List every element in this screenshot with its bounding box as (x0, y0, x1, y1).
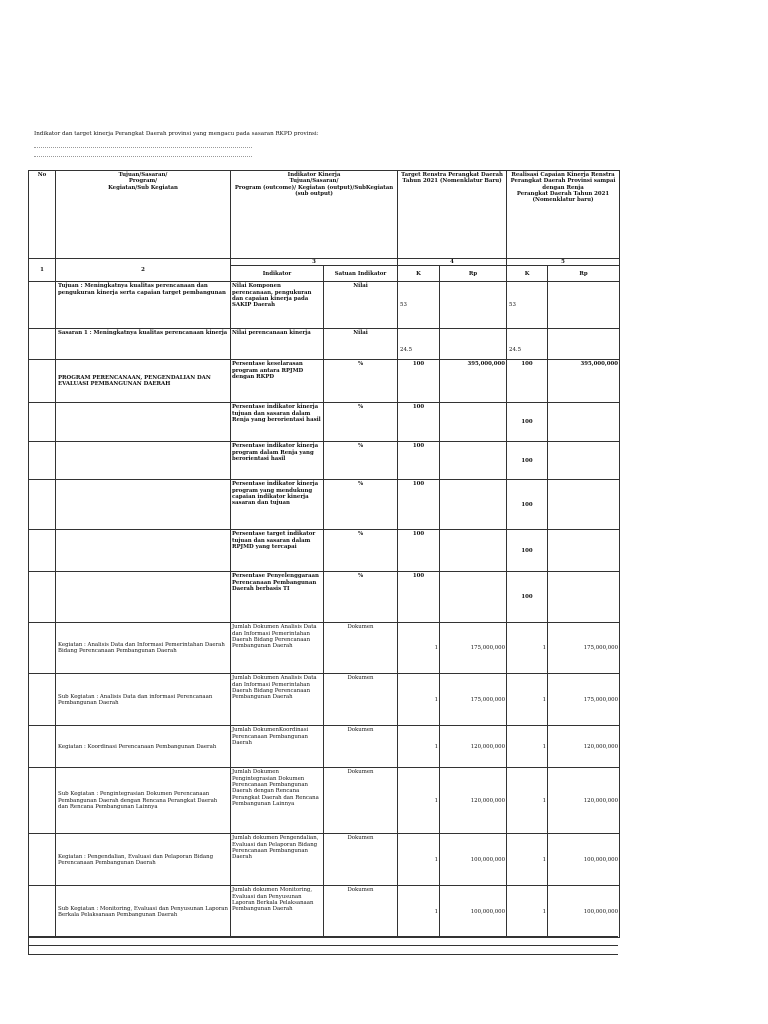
row-no-cell (29, 360, 56, 403)
table-footer-border (28, 936, 29, 954)
row-rp-target (440, 282, 507, 329)
row-no-cell (29, 834, 56, 886)
table-row (29, 442, 620, 480)
row-rp-realisasi: 100,000,000 (548, 834, 620, 886)
col-num-2: 2 (56, 259, 231, 282)
row-k-realisasi: 100 (507, 480, 548, 530)
row-tujuan (56, 480, 231, 530)
row-indikator: Persentase keselarasan program antara RPJMD dengan RKPD (231, 360, 324, 403)
row-no-cell (29, 530, 56, 572)
row-tujuan (56, 442, 231, 480)
row-k-realisasi: 53 (507, 282, 548, 329)
col-num-1: 1 (29, 259, 56, 282)
row-tujuan: Tujuan : Meningkatnya kualitas perencanaan dan pengukuran kinerja serta capaian target pembangunan (56, 282, 231, 329)
row-rp-target (440, 480, 507, 530)
header-realisasi: Realisasi Capaian Kinerja Renstra Perangkat Daerah Provinsi sampai dengan Renja Perangkat Daerah Tahun 2021 (Nomenklatur baru) (507, 171, 620, 259)
table-row (29, 480, 620, 530)
row-indikator: Persentase indikator kinerja program yang mendukung capaian indikator kinerja sasaran dan tujuan (231, 480, 324, 530)
row-satuan: Dokumen (324, 834, 398, 886)
row-indikator: Jumlah dokumen Monitoring, Evaluasi dan Penyusunan Laporan Berkala Pelaksanaan Pembangunan Daerah (231, 886, 324, 938)
row-indikator: Persentase Penyelenggaraan Perencanaan Pembangunan Daerah berbasis TI (231, 572, 324, 623)
row-satuan: Nilai (324, 329, 398, 360)
row-rp-target: 395,000,000 (440, 360, 507, 403)
row-indikator: Jumlah dokumen Pengendalian, Evaluasi dan Pelaporan Bidang Perencanaan Pembangunan Daerah (231, 834, 324, 886)
row-satuan: Dokumen (324, 674, 398, 726)
row-indikator: Jumlah Dokumen Pengintegrasian Dokumen Perencanaan Pembangunan Daerah dengan Rencana Perangkat Daerah dan Rencana Pembangunan Lainnya (231, 768, 324, 834)
header-tujuan: Tujuan/Sasaran/ Program/ Kegiatan/Sub Kegiatan (56, 171, 231, 259)
row-tujuan (56, 530, 231, 572)
row-k-target: 24.5 (398, 329, 440, 360)
col-num-5: 5 (507, 259, 620, 266)
col-num-4: 4 (398, 259, 507, 266)
row-indikator: Persentase indikator kinerja tujuan dan sasaran dalam Renja yang berorientasi hasil (231, 403, 324, 442)
row-indikator: Jumlah DokumenKoordinasi Perencanaan Pembangunan Daerah (231, 726, 324, 768)
row-rp-realisasi: 120,000,000 (548, 726, 620, 768)
row-tujuan: PROGRAM PERENCANAAN, PENGENDALIAN DAN EVALUASI PEMBANGUNAN DAERAH (56, 360, 231, 403)
row-k-target: 1 (398, 623, 440, 674)
row-tujuan: Sub Kegiatan : Monitoring, Evaluasi dan Penyusunan Laporan Berkala Pelaksanaan Pembangunan Daerah (56, 886, 231, 938)
row-no-cell (29, 480, 56, 530)
row-no-cell (29, 623, 56, 674)
row-no-cell (29, 726, 56, 768)
row-rp-target: 175,000,000 (440, 674, 507, 726)
row-k-target: 100 (398, 442, 440, 480)
table-row (29, 768, 620, 834)
row-k-target: 1 (398, 886, 440, 938)
row-no-cell (29, 282, 56, 329)
intro-text: Indikator dan target kinerja Perangkat Daerah provinsi yang mengacu pada sasaran RKPD provinsi: (34, 131, 319, 137)
row-k-realisasi: 1 (507, 726, 548, 768)
row-k-target: 1 (398, 726, 440, 768)
row-rp-target: 100,000,000 (440, 834, 507, 886)
row-rp-realisasi: 120,000,000 (548, 768, 620, 834)
header-target-renstra: Target Renstra Perangkat Daerah Tahun 2021 (Nomenklatur Baru) (398, 171, 507, 259)
row-satuan: Dokumen (324, 886, 398, 938)
row-rp-target (440, 329, 507, 360)
row-rp-target (440, 403, 507, 442)
row-no-cell (29, 768, 56, 834)
row-k-target: 100 (398, 572, 440, 623)
row-k-realisasi: 1 (507, 623, 548, 674)
row-k-realisasi: 1 (507, 886, 548, 938)
row-k-realisasi: 100 (507, 403, 548, 442)
row-no-cell (29, 403, 56, 442)
row-indikator: Nilai Komponen perencanaan, pengukuran dan capaian kinerja pada SAKIP Daerah (231, 282, 324, 329)
table-row (29, 623, 620, 674)
row-rp-realisasi (548, 403, 620, 442)
row-k-realisasi: 100 (507, 442, 548, 480)
row-rp-target (440, 572, 507, 623)
table-row (29, 886, 620, 938)
row-no-cell (29, 329, 56, 360)
col-num-3: 3 (231, 259, 398, 266)
row-rp-realisasi (548, 530, 620, 572)
row-rp-realisasi (548, 572, 620, 623)
subheader-rp-realisasi: Rp (548, 266, 620, 282)
subheader-satuan: Satuan Indikator (324, 266, 398, 282)
row-satuan: Nilai (324, 282, 398, 329)
row-satuan: % (324, 360, 398, 403)
row-indikator: Nilai perencanaan kinerja (231, 329, 324, 360)
row-rp-target (440, 530, 507, 572)
row-no-cell (29, 572, 56, 623)
row-tujuan: Kegiatan : Analisis Data dan Informasi Pemerintahan Daerah Bidang Perencanaan Pembangunan Daerah (56, 623, 231, 674)
row-k-realisasi: 100 (507, 530, 548, 572)
header-indikator-kinerja: Indikator Kinerja Tujuan/Sasaran/ Program (outcome)/ Kegiatan (output)/SubKegiatan (sub output) (231, 171, 398, 259)
subheader-indikator: Indikator (231, 266, 324, 282)
table-footer-line (28, 936, 618, 937)
row-k-target: 100 (398, 360, 440, 403)
dotted-line (34, 147, 252, 148)
row-k-realisasi: 24.5 (507, 329, 548, 360)
row-indikator: Persentase indikator kinerja program dalam Renja yang berorientasi hasil (231, 442, 324, 480)
row-k-realisasi: 1 (507, 674, 548, 726)
row-satuan: % (324, 480, 398, 530)
table-footer-line (28, 945, 618, 946)
row-tujuan: Kegiatan : Koordinasi Perencanaan Pembangunan Daerah (56, 726, 231, 768)
row-tujuan: Sub Kegiatan : Pengintegrasian Dokumen Perencanaan Pembangunan Daerah dengan Rencana Perangkat Daerah dan Rencana Pembangunan Lainnya (56, 768, 231, 834)
row-tujuan: Kegiatan : Pengendalian, Evaluasi dan Pelaporan Bidang Perencanaan Pembangunan Daerah (56, 834, 231, 886)
row-rp-target: 120,000,000 (440, 768, 507, 834)
kinerja-table (28, 170, 620, 938)
row-satuan: % (324, 572, 398, 623)
table-row (29, 834, 620, 886)
row-indikator: Jumlah Dokumen Analisis Data dan Informasi Pemerintahan Daerah Bidang Perencanaan Pembangunan Daerah (231, 623, 324, 674)
row-satuan: Dokumen (324, 726, 398, 768)
row-tujuan: Sasaran 1 : Meningkatnya kualitas perencanaan kinerja (56, 329, 231, 360)
row-rp-realisasi: 100,000,000 (548, 886, 620, 938)
table-row (29, 674, 620, 726)
header-row (29, 171, 620, 259)
table-row (29, 360, 620, 403)
row-k-realisasi: 100 (507, 572, 548, 623)
table-row (29, 726, 620, 768)
row-no-cell (29, 674, 56, 726)
row-rp-target: 120,000,000 (440, 726, 507, 768)
row-satuan: Dokumen (324, 768, 398, 834)
row-k-realisasi: 1 (507, 834, 548, 886)
table-row (29, 282, 620, 329)
row-rp-realisasi (548, 329, 620, 360)
row-rp-target: 100,000,000 (440, 886, 507, 938)
row-no-cell (29, 886, 56, 938)
table-footer-line (28, 954, 618, 955)
row-rp-target: 175,000,000 (440, 623, 507, 674)
column-number-row (29, 259, 620, 266)
row-k-realisasi: 100 (507, 360, 548, 403)
row-rp-realisasi: 395,000,000 (548, 360, 620, 403)
row-tujuan (56, 403, 231, 442)
row-k-realisasi: 1 (507, 768, 548, 834)
subheader-k-target: K (398, 266, 440, 282)
subheader-rp-target: Rp (440, 266, 507, 282)
row-rp-realisasi (548, 480, 620, 530)
row-indikator: Persentase target indikator tujuan dan sasaran dalam RPJMD yang tercapai (231, 530, 324, 572)
row-k-target: 1 (398, 768, 440, 834)
row-satuan: % (324, 403, 398, 442)
row-rp-realisasi (548, 442, 620, 480)
row-k-target: 100 (398, 530, 440, 572)
table-row (29, 329, 620, 360)
row-k-target: 1 (398, 674, 440, 726)
row-satuan: % (324, 530, 398, 572)
dotted-line (34, 156, 252, 157)
row-k-target: 53 (398, 282, 440, 329)
row-rp-realisasi (548, 282, 620, 329)
row-tujuan: Sub Kegiatan : Analisis Data dan informasi Perencanaan Pembangunan Daerah (56, 674, 231, 726)
header-no: No (29, 171, 56, 259)
row-tujuan (56, 572, 231, 623)
row-indikator: Jumlah Dokumen Analisis Data dan Informasi Pemerintahan Daerah Bidang Perencanaan Pembangunan Daerah (231, 674, 324, 726)
row-satuan: Dokumen (324, 623, 398, 674)
row-satuan: % (324, 442, 398, 480)
row-k-target: 100 (398, 480, 440, 530)
row-rp-realisasi: 175,000,000 (548, 623, 620, 674)
row-k-target: 1 (398, 834, 440, 886)
row-k-target: 100 (398, 403, 440, 442)
row-rp-realisasi: 175,000,000 (548, 674, 620, 726)
row-rp-target (440, 442, 507, 480)
row-no-cell (29, 442, 56, 480)
subheader-k-realisasi: K (507, 266, 548, 282)
table-row (29, 530, 620, 572)
table-row (29, 572, 620, 623)
table-row (29, 403, 620, 442)
